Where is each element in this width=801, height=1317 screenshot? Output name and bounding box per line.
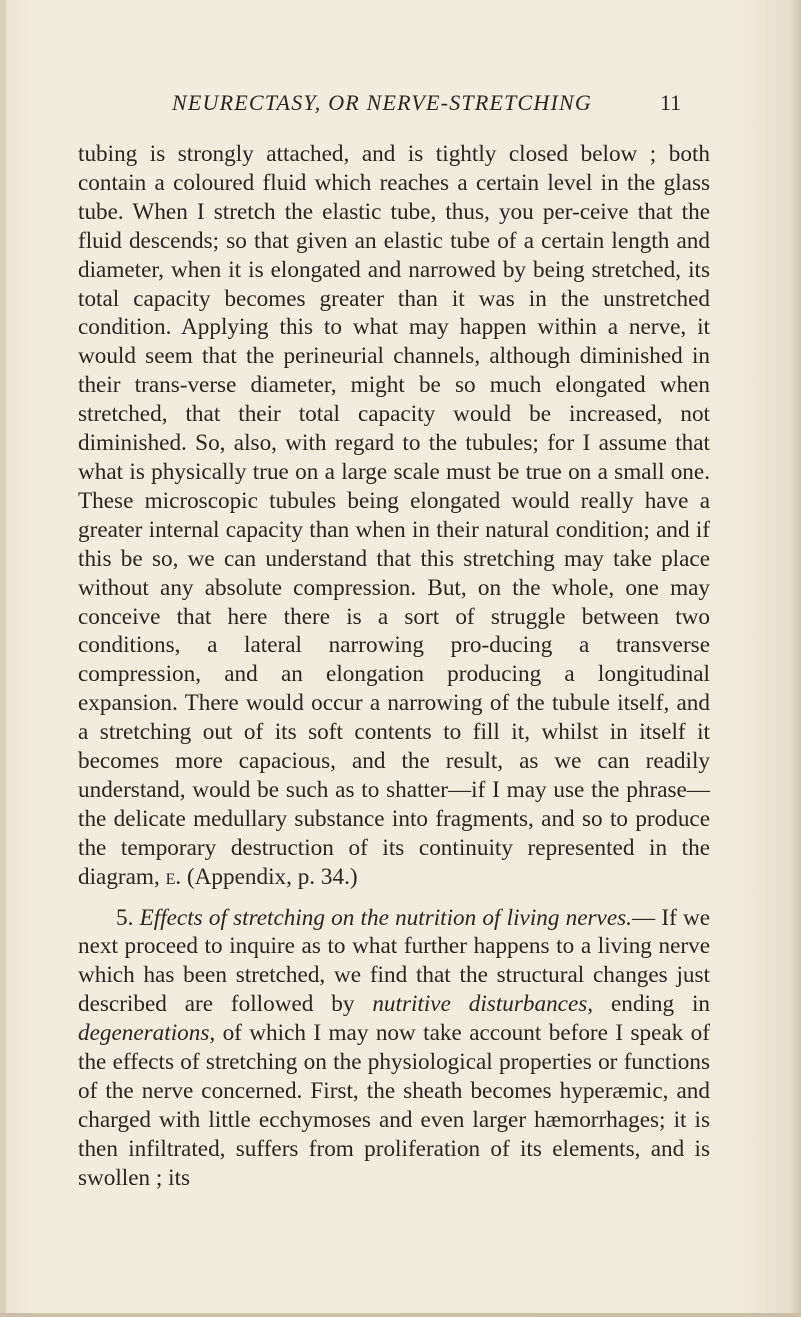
paragraph-2: [78, 904, 710, 1193]
section-number: 5.: [116, 904, 134, 931]
paragraph-2-text-c: , of which I may now take account before I speak of the effects of stretching on the physiological properties or functions of the nerve concerned. First, the sheath becomes hyperæmic, and charged with little ecchymoses and even larger hæmorrhages; it is then infiltrated, suffers from proliferation of its elements, and is swollen ; its: [78, 1020, 710, 1191]
heading-dash: —: [631, 904, 656, 931]
paragraph-2-text-a: If we next proceed to inquire as to what further happens to a living nerve which has been stretched, we find that the structural changes just described are followed by: [78, 904, 711, 1018]
italic-term-degenerations: degenerations: [78, 1020, 210, 1047]
paragraph-2-text-b: , ending in: [587, 991, 710, 1018]
paragraph-1-text: tubing is strongly attached, and is tightly closed below ; both contain a coloured fluid which reaches a certain level in the glass tube. When I stretch the elastic tube, thus, you per-ceive that the fluid descends; so that given an elastic tube of a certain length and diameter, when it is elongated and narrowed by being stretched, its total capacity becomes greater than it was in the unstretched condition. Applying this to what may happen within a nerve, it would seem that the perineurial channels, although diminished in their trans-verse diameter, might be so much elongated when stretched, that their total capacity would be increased, not diminished. So, also, with regard to the tubules; for I assume that what is physically true on a large scale must be true on a small one. These microscopic tubules being elongated would really have a greater internal capacity than when in their natural condition; and if this be so, we can understand that this stretching may take place without any absolute compression. But, on the whole, one may conceive that here there is a sort of struggle between two conditions, a lateral narrowing pro-ducing a transverse compression, and an elongation producing a longitudinal expansion. There would occur a narrowing of the tubule itself, and a stretching out of its soft contents to fill it, whilst in itself it becomes more capacious, and the result, as we can readily understand, would be such as to shatter—if I may use the phrase—the delicate medullary substance into fragments, and so to produce the temporary destruction of its continuity represented in the diagram,: [78, 141, 710, 890]
diagram-reference: e.: [165, 863, 182, 890]
page-bottom-edge: [0, 1313, 801, 1317]
page-left-edge: [0, 0, 6, 1317]
italic-term-nutritive: nutritive disturbances: [372, 991, 588, 1018]
section-heading: Effects of stretching on the nutrition of living nerves.: [139, 904, 632, 931]
page-right-edge: [791, 0, 801, 1317]
appendix-reference: (Appendix, p. 34.): [186, 863, 358, 890]
running-title: NEURECTASY, OR NERVE-STRETCHING: [172, 90, 592, 115]
body-text: [78, 140, 710, 1193]
paragraph-1: [78, 140, 710, 892]
page-number: 11: [660, 90, 682, 115]
